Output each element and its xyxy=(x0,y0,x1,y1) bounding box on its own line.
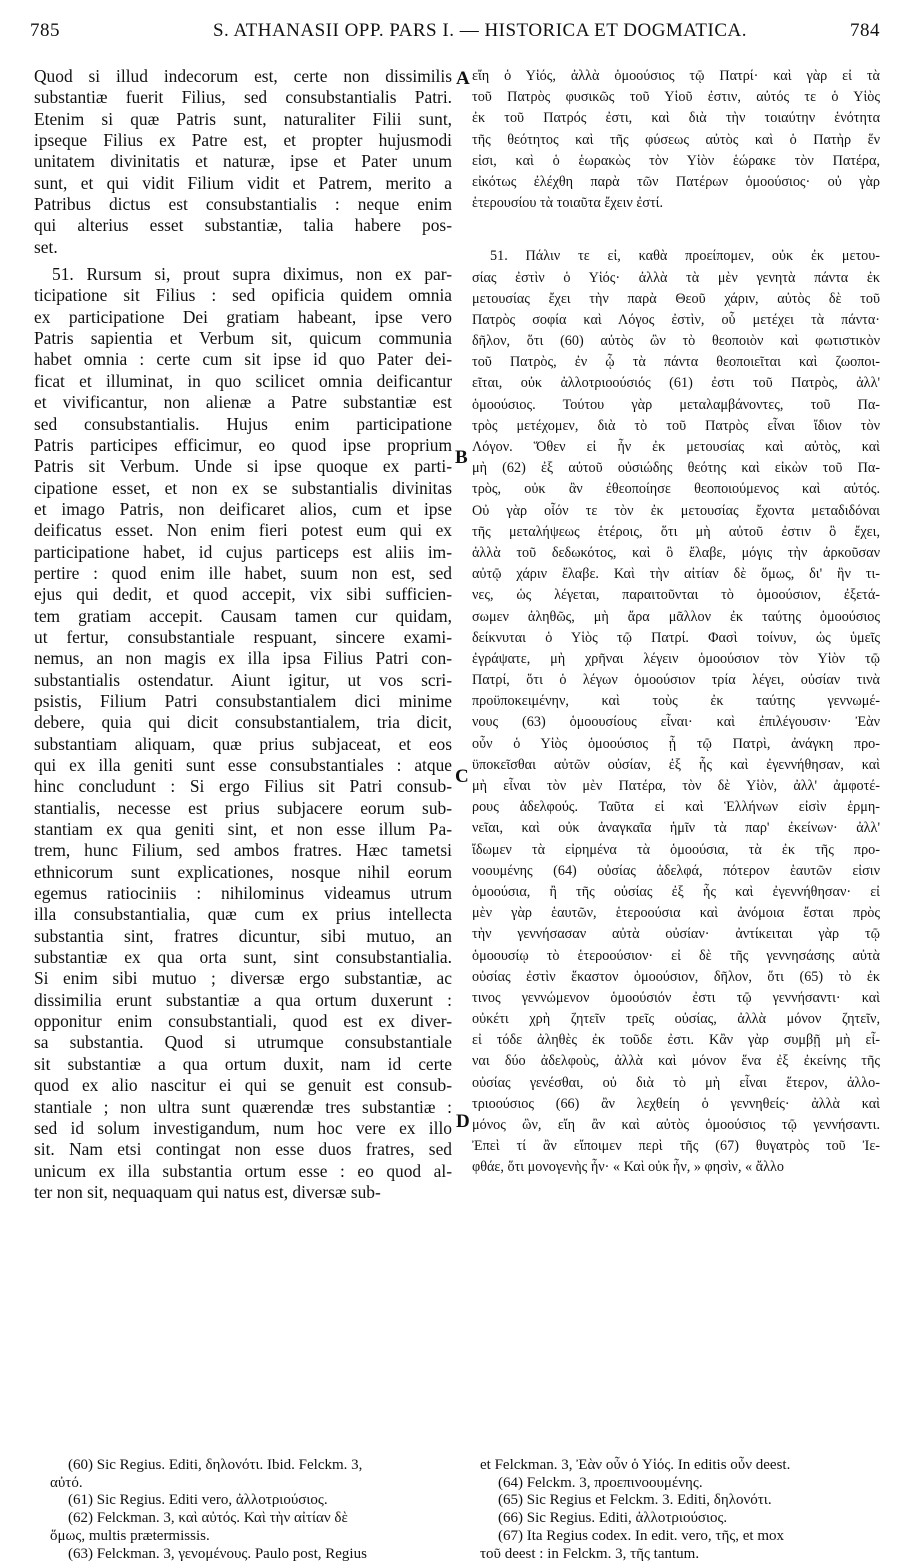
greek-text-line: εἰ τόδε ἀληθὲς ἐκ τοῦδε ἐστι. Κἂν γὰρ συμβῇ μὴ εἶ- xyxy=(472,1032,880,1049)
latin-text-line: sunt, et qui vidit Filium vidit et Patrem, merito a xyxy=(34,172,452,193)
greek-text-line: ἴδωμεν τὰ εἰρημένα τὰ ὁμοούσια, τὰ ἐκ τῆς προ- xyxy=(472,841,880,858)
greek-text-line: τῆς μεταλήψεως ἑτέροις, ὅτι μὴ αὐτοῦ ἐστιν ὃ ἔχει, xyxy=(472,523,880,540)
greek-text-line: εἰσι, καὶ ὁ ἑωρακὼς τὸν Υἱὸν ἑώρακε τὸν Πατέρα, xyxy=(472,152,880,169)
latin-text-line: trem, hunc Filium, sed ambos fratres. Hæc tametsi xyxy=(34,840,452,861)
latin-text-line: substantiam aliquam, quæ prius subjaceat, et eos xyxy=(34,733,452,754)
greek-text-line: μὴ εἶναι τὸν μὲν Πατέρα, τὸν δὲ Υἱὸν, ἀλλ' ἀμφοτέ- xyxy=(472,778,880,794)
latin-text-line: tem gratiam accepit. Causam tamen cur quidam, xyxy=(34,605,452,626)
greek-text-line: τὴν γεννήσασαν αὐτὰ οὐσίαν· ἀντίκειται γὰρ τῷ xyxy=(472,926,880,943)
greek-text-line: Ἐπεὶ τί ἂν εἴποιμεν περὶ τῆς (67) θυγατρὸς τοῦ Ἰε- xyxy=(472,1138,880,1155)
latin-text-line: hinc concludunt : Si ergo Filius sit Patri consub- xyxy=(34,776,452,797)
footnote-line: (61) Sic Regius. Editi vero, ἀλλοτριούσιος. xyxy=(68,1492,328,1509)
greek-text-line: τρὸς μετέχομεν, διὰ τὸ τοῦ Πατρὸς εἶναι ἴδιον τὸν xyxy=(472,417,880,434)
greek-text-line: ϋποκεῖσθαι αὐτῶν οὐσίαν, ἐξ ἧς καὶ ἐγεννήθησαν, καὶ xyxy=(472,756,880,773)
greek-text-line: οὖν ὁ Υἱὸς ὁμοούσιος ᾖ τῷ Πατρὶ, ἀνάγκη προ- xyxy=(472,735,880,752)
greek-text-line: σωμεν ἀληθῶς, μὴ ἄρα μᾶλλον ἐκ ταύτης ὁμοούσιος xyxy=(472,608,880,625)
latin-text-line: stantiam ex qua geniti sint, et non esse illum Pa- xyxy=(34,819,452,840)
greek-text-line: προϋποκειμένην, καὶ τοὺς ἐκ ταύτης γεννωμέ- xyxy=(472,693,880,710)
greek-text-line: τῆς θεότητος καὶ τῆς φύσεως αὐτὸς καὶ ὁ Πατὴρ ἕν xyxy=(472,131,880,148)
latin-text-line: Patris participes efficimur, eo quod ipse proprium xyxy=(34,434,452,455)
greek-text-line: ἐκ τοῦ Πατρός ἐστι, καὶ διὰ τὴν τοιαύτην ἑνότητα xyxy=(472,110,880,127)
latin-text-line: Patribus dictus est consubstantialis : neque enim xyxy=(34,194,452,215)
footnote-line: (64) Felckm. 3, προεπινοουμένης. xyxy=(498,1474,703,1491)
footnote-line: (60) Sic Regius. Editi, δηλονότι. Ibid. Felckm. 3, xyxy=(68,1457,363,1473)
latin-text-line: unicum ex illa substantia ortum esse : eo quod al- xyxy=(34,1160,452,1181)
greek-text-line: τοῦ Πατρὸς, ἐν ᾧ τὰ πάντα θεοποιεῖται καὶ ζωοποι- xyxy=(472,354,880,371)
greek-text-line: δῆλον, ὅτι (60) αὐτὸς ὢν τὸ θεοποιὸν καὶ φωτιστικὸν xyxy=(472,333,880,350)
greek-text-line: τοῦ Πατρὸς φυσικῶς τοῦ Υἱοῦ ἐστιν, αὐτός τε ὁ Υἱὸς xyxy=(472,89,880,106)
latin-text-line: Quod si illud indecorum est, certe non dissimilis xyxy=(34,66,452,86)
footnote-line: ὅμως, multis prætermissis. xyxy=(50,1527,210,1544)
greek-text-line: ναι δύο ἀδελφοὺς, ἀλλὰ καὶ μόνον ἕνα ἐξ ἐκείνης τῆς xyxy=(472,1053,880,1070)
latin-text-line: substantiæ fuerit Filius, sed consubstantialis Patri. xyxy=(34,87,452,108)
greek-text-line: αὐτῷ χάριν ἔλαβε. Καὶ τὴν αἰτίαν δὲ ὅμως, δι' ἣν τι- xyxy=(472,566,880,583)
greek-text-line: μὴ (62) ἐξ αὐτοῦ οὐσιώδης θεότης καὶ εἰκὼν τοῦ Πα- xyxy=(472,460,880,477)
page-number-right: 784 xyxy=(850,20,880,41)
latin-text-line: et imago Patris, non deificaret alios, cum et ipse xyxy=(34,498,452,519)
greek-text-line: τρὸς, οὐκ ἂν ἐθεοποίησε θεοποιούμενος καὶ αὐτός. xyxy=(472,481,880,498)
latin-text-line: Etenim si quæ Patris sunt, naturaliter Filii sunt, xyxy=(34,108,452,129)
greek-text-line: Πατρί, ὅτι ὁ λέγων ὁμοούσιον τρία λέγει, οὐσίαν τινὰ xyxy=(472,672,880,689)
greek-text-line: ὁμοούσια, ἢ τῆς οὐσίας ἐξ ἧς καὶ ἐγεννήθησαν· εἰ xyxy=(472,883,880,900)
latin-text-line: Si enim sibi mutuo ; diversæ ergo substantiæ, ac xyxy=(34,968,452,989)
footnote-line: (62) Felckman. 3, καὶ αὐτός. Καὶ τὴν αἰτίαν δὲ xyxy=(68,1510,348,1527)
greek-text-line: ἐγράψατε, μὴ χρῆναι λέγειν ὁμοούσιον τὸν Υἱὸν τῷ xyxy=(472,650,880,667)
latin-text-line: stantiale ; non ultra sunt quærendæ tres substantiæ : xyxy=(34,1096,452,1117)
latin-text-line: debere, quia qui dicit consubstantialem, tria dicit, xyxy=(34,712,452,733)
latin-text-line: quod ex alio nascitur ei qui se genuit est consub- xyxy=(34,1075,452,1096)
greek-text-line: ὁμοουσίῳ τὸ ἑτεροούσιον· εἰ δὲ τῆς γεννησάσης αὐτὰ xyxy=(472,947,880,964)
greek-text-line: ὁμοούσιος. Τούτου γὰρ μεταλαμβάνοντες, τοῦ Πα- xyxy=(472,396,880,413)
latin-text-line: sed id solum investigandum, num hoc vere ex illo xyxy=(34,1117,452,1138)
footnote-line: (63) Felckman. 3, γενομένους. Paulo post, Regius xyxy=(68,1545,367,1562)
latin-text-line: egemus ratiociniis : nihilominus videamus utrum xyxy=(34,883,452,904)
greek-text-line: δείκνυται ὁ Υἱὸς τῷ Πατρί. Φασὶ τοίνυν, ὡς ὑμεῖς xyxy=(472,629,880,646)
footnote-line: (67) Ita Regius codex. In edit. vero, τῆς, et mox xyxy=(498,1527,784,1544)
latin-text-line: opponitur enim consubstantiali, quod est ex diver- xyxy=(34,1011,452,1032)
latin-text-line: set. xyxy=(34,236,58,257)
latin-text-line: ut fertur, consubstantiale respuant, sincere exami- xyxy=(34,626,452,647)
greek-text-line: οὐσίας γενέσθαι, οὐ διὰ τὸ μὴ εἶναι ἕτερον, ἀλλο- xyxy=(472,1074,880,1091)
latin-column xyxy=(34,66,452,1203)
latin-text-line: illa consubstantialia, quæ cum ex prius intellecta xyxy=(34,904,452,925)
margin-marker-b: B xyxy=(455,447,468,468)
latin-text-line: qui alterius esset substantiæ, talia habere pos- xyxy=(34,215,452,236)
latin-text-line: cipatione esset, et non ex se substantialis divinitas xyxy=(34,477,452,498)
latin-text-line: dissimilia erunt substantiæ a qua ortum duxerunt : xyxy=(34,989,452,1010)
greek-text-line: νες, ὡς λέγεται, παραιτοῦνται τὸ ὁμοούσιον, ἐξετά- xyxy=(472,587,880,604)
paragraph-gap xyxy=(472,214,880,246)
latin-text-line: Patris sit Verbum. Unde si ipse quoque ex parti- xyxy=(34,456,452,477)
latin-text-line: habet omnia : certe cum sit ipse id quo Pater dei- xyxy=(34,349,452,370)
latin-text-line: substantia sint, fratres dicuntur, sibi mutuo, an xyxy=(34,925,452,946)
latin-text-line: stantialis, necesse est prius subjacere eorum sub- xyxy=(34,797,452,818)
greek-text-line: σίας ἐστὶν ὁ Υἱός· ἀλλὰ τὰ μὲν γενητὰ πάντα ἐκ xyxy=(472,269,880,286)
latin-text-line: nemus, an non magis ex illa ipsa Filius Patri con- xyxy=(34,648,452,669)
greek-text-line: εἰκότως ἐλέχθη παρὰ τῶν Πατέρων ὁμοούσιος· οὐ γὰρ xyxy=(472,173,880,190)
margin-marker-a: A xyxy=(456,68,470,89)
latin-text-line: ethnicorum sunt explicationes, nosque nihil eorum xyxy=(34,861,452,882)
greek-text-line: μετουσίας ἔχει τὴν παρὰ Θεοῦ χάριν, αὐτὸς δὲ τοῦ xyxy=(472,290,880,307)
latin-text-line: ex participatione Dei gratiam habeant, ipse vero xyxy=(34,306,452,327)
greek-column xyxy=(472,66,880,1179)
greek-text-line: ἀλλὰ τοῦ δεδωκότος, καὶ ὃ ἔλαβε, μόγις τὴν ἀρκοῦσαν xyxy=(472,544,880,561)
greek-text-line: 51. Πάλιν τε εἰ, καθὰ προείπομεν, οὐκ ἐκ μετου- xyxy=(490,248,880,265)
greek-text-line: μὲν γὰρ ἑαυτῶν, ἑτεροούσια καὶ ἀνόμοια ἔσται πρὸς xyxy=(472,905,880,922)
latin-text-line: pertire : quod enim ille habet, suum non est, sed xyxy=(34,562,452,583)
greek-text-line: μόνος ὢν, εἴη ἂν καὶ αὐτὸς ὁμοούσιος τῷ γεννήσαντι. xyxy=(472,1117,880,1133)
greek-text-line: Λόγον. Ὅθεν εἰ ἦν ἐκ μετουσίας καὶ αὐτὸς, καὶ xyxy=(472,439,880,455)
latin-text-line: sit. Nam etsi contingat non esse duos fratres, sed xyxy=(34,1139,452,1160)
latin-text-line: et vivificantur, non alienæ a Patre substantiæ est xyxy=(34,392,452,413)
footnotes-right xyxy=(480,1457,880,1563)
latin-text-line: ticipatione sit Filius : sed opificia quidem omnia xyxy=(34,285,452,306)
latin-text-line: deificatus esset. Non enim fieri potest eum qui ex xyxy=(34,520,452,541)
greek-text-line: Οὐ γὰρ οἷόν τε τὸν ἐκ μετουσίας ἔχοντα μεταδιδόναι xyxy=(472,502,880,519)
latin-text-line: ter non sit, nequaquam qui natus est, diversæ sub- xyxy=(34,1181,381,1202)
latin-text-line: substantiæ ex qua orta sunt, sint consubstantialia. xyxy=(34,947,452,968)
footnote-line: τοῦ deest : in Felckm. 3, τῆς tantum. xyxy=(480,1545,700,1562)
greek-text-line: οὐκέτι χρὴ ζητεῖν τρεῖς οὐσίας, ἀλλὰ μόνον ζητεῖν, xyxy=(472,1011,880,1028)
greek-text-line: φθάε, ὅτι μονογενὴς ἦν· « Καὶ οὐκ ἦν, » φησὶν, « ἄλλο xyxy=(472,1159,784,1176)
footnotes-left xyxy=(50,1457,460,1563)
latin-text-line: Patris sapientia et Verbum sit, quicum communia xyxy=(34,328,452,349)
margin-marker-c: C xyxy=(455,766,469,787)
footnote-line: αὐτό. xyxy=(50,1474,83,1491)
footnote-line: (66) Sic Regius. Editi, ἀλλοτριούσιος. xyxy=(498,1510,728,1527)
greek-text-line: νοουμένης (64) οὐσίας ἀδελφά, πότερον ἑαυτῶν εἰσιν xyxy=(472,862,880,879)
latin-text-line: sa substantia. Quod si utrumque consubstantiale xyxy=(34,1032,452,1053)
greek-text-line: τριοούσιος (66) ἂν λεχθείη ὁ γεννηθείς· ἀλλὰ καὶ xyxy=(472,1095,880,1112)
latin-text-line: qui ex illa geniti sunt esse consubstantiales : atque xyxy=(34,755,452,775)
greek-text-line: εἴη ὁ Υἱός, ἀλλὰ ὁμοούσιος τῷ Πατρί· καὶ γὰρ εἰ τὰ xyxy=(472,68,880,84)
greek-text-line: οὐσίας ἐστὶν ἕκαστον ὁμοούσιον, δῆλον, ὅτι (65) τὸ ἐκ xyxy=(472,968,880,985)
footnote-line: et Felckman. 3, Ἐὰν οὖν ὁ Υἱός. In editis οὖν deest. xyxy=(480,1457,791,1473)
latin-text-line: participatione habet, id cujus particeps est aliis im- xyxy=(34,541,452,562)
latin-text-line: substantialis ostendatur. Aiunt igitur, ut vos scri- xyxy=(34,669,452,690)
running-header xyxy=(30,20,880,50)
greek-text-line: τινος γεννώμενον ὁμοούσιόν ἐστι τῷ γεννήσαντι· καὶ xyxy=(472,989,880,1006)
greek-text-line: νους (63) ὁμοουσίους εἶναι· καὶ ἐπιλέγουσιν· Ἐὰν xyxy=(472,714,880,731)
latin-text-line: ipseque Filius ex Patre est, et propter hujusmodi xyxy=(34,130,452,151)
latin-text-line: ejus qui dedit, et quod accepit, vix sibi sufficien- xyxy=(34,584,452,605)
latin-text-line: unitatem divinitatis et naturæ, ipse et Pater unum xyxy=(34,151,452,172)
latin-text-line: ficat et illuminat, in quo scilicet omnia deificantur xyxy=(34,370,452,391)
page-number-left: 785 xyxy=(30,20,60,41)
greek-text-line: νεῖαι, καὶ οὐκ ἀναγκαῖα ἡμῖν τὰ παρ' ἐκείνων· ἀλλ' xyxy=(472,820,880,837)
margin-marker-d: D xyxy=(456,1111,470,1132)
latin-text-line: sed consubstantialis. Hujus enim participatione xyxy=(34,413,452,434)
greek-text-line: Πατρὸς σοφία καὶ Λόγος ἐστὶν, οὗ μετέχει τὰ πάντα· xyxy=(472,311,880,328)
footnote-line: (65) Sic Regius et Felckm. 3. Editi, δηλονότι. xyxy=(498,1492,772,1509)
latin-text-line: 51. Rursum si, prout supra diximus, non ex par- xyxy=(52,264,452,285)
greek-text-line: ρους ἀδελφούς. Ταῦτα εἰ καὶ Ἑλλήνων εἰσὶν ἑρμη- xyxy=(472,799,880,816)
running-title: S. ATHANASII OPP. PARS I. — HISTORICA ET DOGMATICA. xyxy=(212,20,748,41)
greek-text-line: ἑτερουσίου τὰ τοιαῦτα ἔχειν ἐστί. xyxy=(472,195,664,212)
greek-text-line: εῖται, οὐκ ἀλλοτριοούσιός (61) ἐστι τοῦ Πατρὸς, ἀλλ' xyxy=(472,375,880,392)
latin-text-line: sit substantiæ a qua ortum duxit, nam id certe xyxy=(34,1053,452,1074)
latin-text-line: psistis, Filium Patri consubstantialem dici minime xyxy=(34,690,452,711)
